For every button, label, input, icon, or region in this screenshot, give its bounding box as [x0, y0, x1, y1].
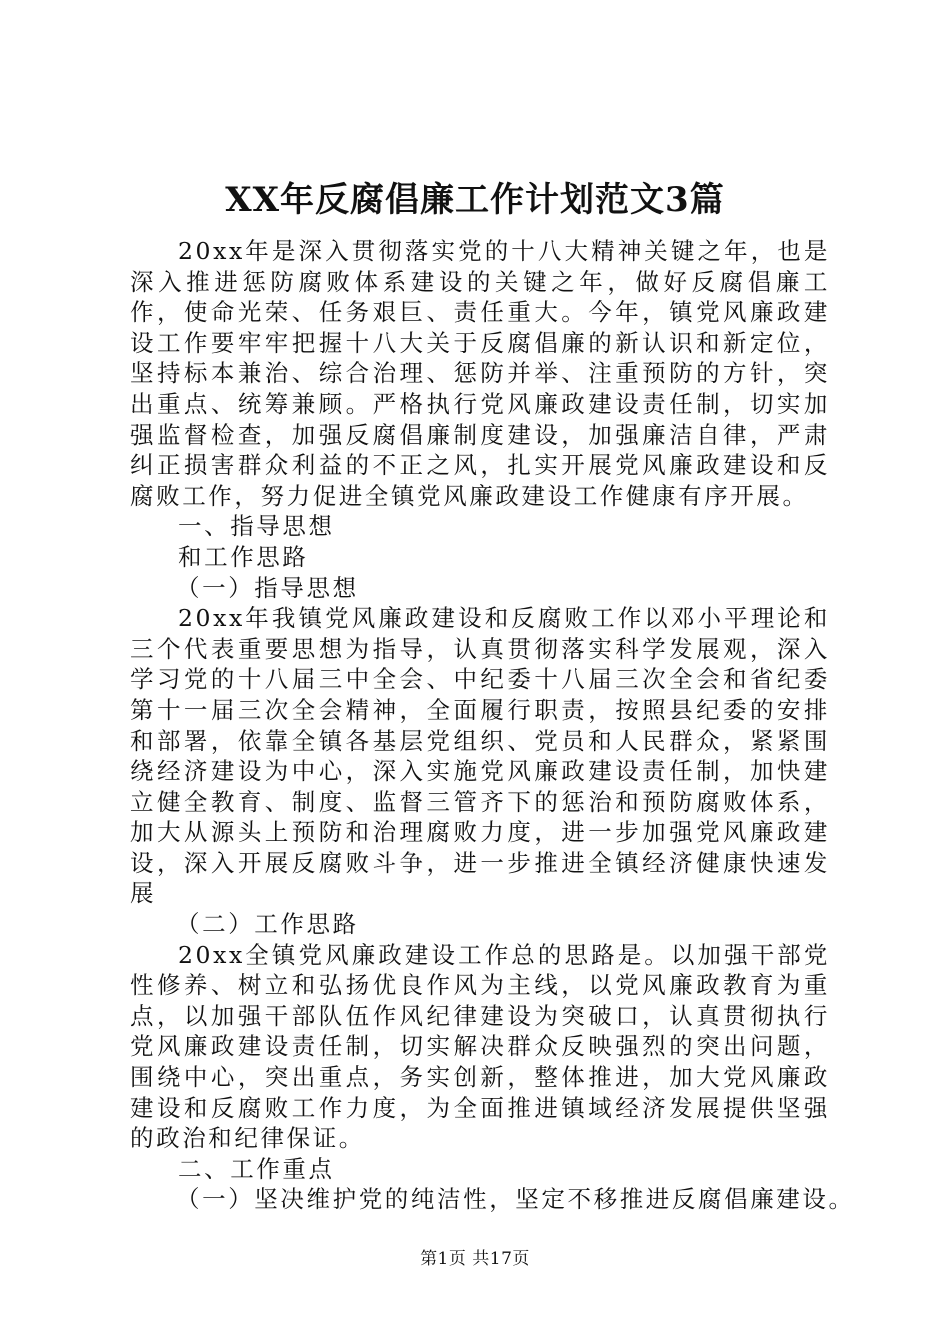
guiding-thought-paragraph: 20xx年我镇党风廉政建设和反腐败工作以邓小平理论和三个代表重要思想为指导，认真贯彻落实科学发展观，深入学习党的十八届三中全会、中纪委十八届三次全会和省纪委第十一届三次全会精神，全面履行职责，按照县纪委的安排和部署，依靠全镇各基层党组织、党员和人民群众，紧紧围绕经济建设为中心，深入实施党风廉政建设责任制，加快建立健全教育、制度、监督三管齐下的惩治和预防腐败体系，加大从源头上预防和治理腐败力度，进一步加强党风廉政建设，深入开展反腐败斗争，进一步推进全镇经济健康快速发展: [130, 604, 830, 908]
document-title: XX年反腐倡廉工作计划范文3篇: [225, 180, 725, 220]
page-footer: 第1页 共17页: [420, 1249, 530, 1269]
document-body: [130, 236, 855, 1215]
section-heading-2: 二、工作重点: [178, 1154, 335, 1183]
subsection-heading-2-1: （一）坚决维护党的纯洁性，坚定不移推进反腐倡廉建设。: [176, 1185, 855, 1214]
subsection-heading-1-2: （二）工作思路: [176, 910, 359, 939]
section-heading-1: 一、指导思想: [178, 512, 335, 541]
subsection-heading-1-1: （一）指导思想: [176, 573, 359, 602]
section-heading-1-cont: 和工作思路: [178, 542, 309, 571]
work-approach-paragraph: 20xx全镇党风廉政建设工作总的思路是。以加强干部党性修养、树立和弘扬优良作风为主线，以党风廉政教育为重点，以加强干部队伍作风纪律建设为突破口，认真贯彻执行党风廉政建设责任制，切实解决群众反映强烈的突出问题，围绕中心，突出重点，务实创新，整体推进，加大党风廉政建设和反腐败工作力度，为全面推进镇域经济发展提供坚强的政治和纪律保证。: [130, 940, 830, 1153]
intro-paragraph: 20xx年是深入贯彻落实党的十八大精神关键之年，也是深入推进惩防腐败体系建设的关键之年，做好反腐倡廉工作，使命光荣、任务艰巨、责任重大。今年，镇党风廉政建设工作要牢牢把握十八大关于反腐倡廉的新认识和新定位，坚持标本兼治、综合治理、惩防并举、注重预防的方针，突出重点、统筹兼顾。严格执行党风廉政建设责任制，切实加强监督检查，加强反腐倡廉制度建设，加强廉洁自律，严肃纠正损害群众利益的不正之风，扎实开展党风廉政建设和反腐败工作，努力促进全镇党风廉政建设工作健康有序开展。: [130, 237, 830, 510]
